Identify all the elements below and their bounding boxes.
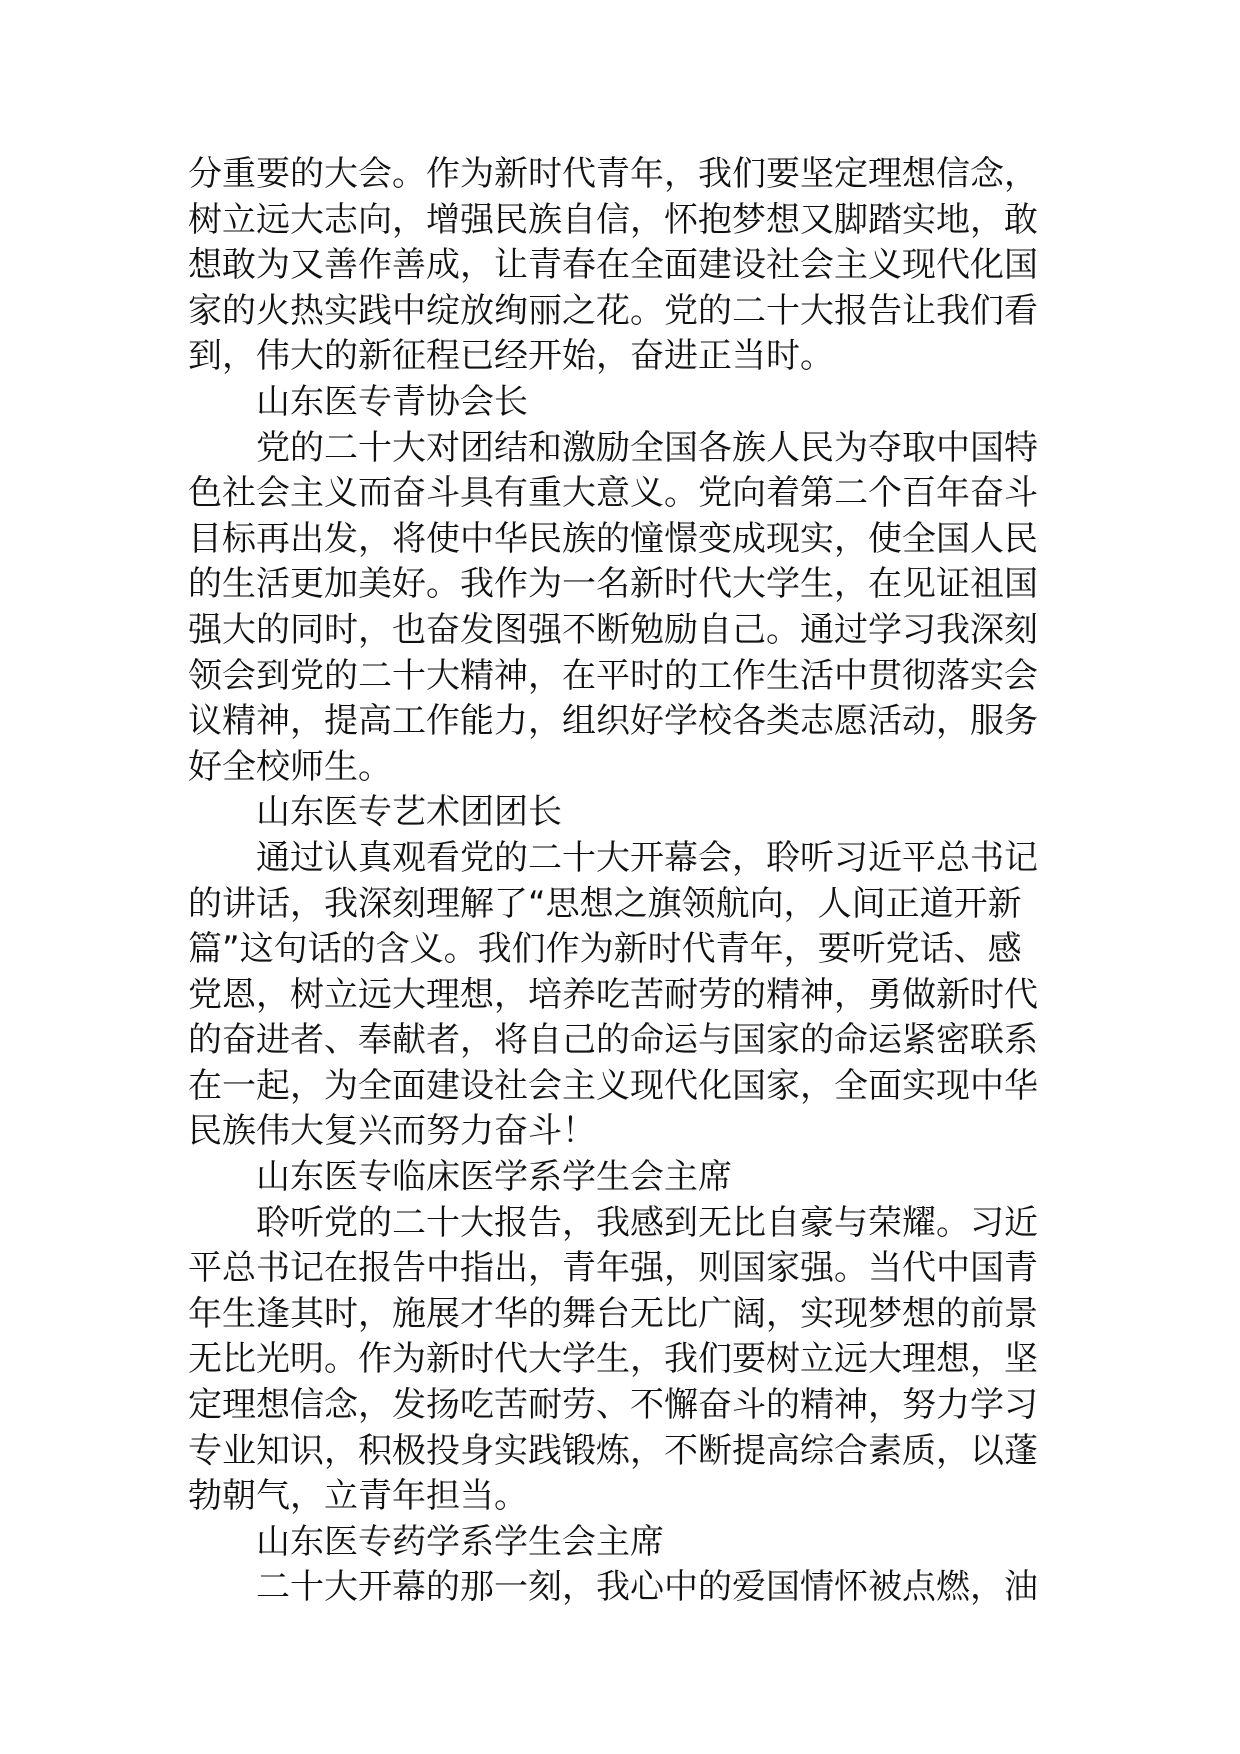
paragraph-line: 的奋进者、奉献者，将自己的命运与国家的命运紧密联系 <box>188 1020 1038 1061</box>
speaker-title-line: 山东医专临床医学系学生会主席 <box>256 1157 732 1198</box>
paragraph-line: 的讲话，我深刻理解了“思想之旗领航向，人间正道开新 <box>188 883 1022 924</box>
paragraph-line: 目标再出发，将使中华民族的憧憬变成现实，使全国人民 <box>188 518 1038 559</box>
paragraph-line: 到，伟大的新征程已经开始，奋进正当时。 <box>188 336 834 377</box>
paragraph-line: 二十大开幕的那一刻，我心中的爱国情怀被点燃，油 <box>256 1567 1038 1608</box>
paragraph-line: 民族伟大复兴而努力奋斗！ <box>188 1111 596 1152</box>
speaker-title-line: 山东医专药学系学生会主席 <box>256 1521 664 1562</box>
paragraph-line: 通过认真观看党的二十大开幕会，聆听习近平总书记 <box>256 837 1038 878</box>
paragraph-line: 年生逢其时，施展才华的舞台无比广阔，实现梦想的前景 <box>188 1293 1038 1334</box>
paragraph-line: 的生活更加美好。我作为一名新时代大学生，在见证祖国 <box>188 564 1038 605</box>
paragraph-line: 家的火热实践中绽放绚丽之花。党的二十大报告让我们看 <box>188 290 1038 331</box>
paragraph-line: 定理想信念，发扬吃苦耐劳、不懈奋斗的精神，努力学习 <box>188 1385 1038 1426</box>
paragraph-line: 勃朝气，立青年担当。 <box>188 1476 528 1517</box>
paragraph-line: 无比光明。作为新时代大学生，我们要树立远大理想，坚 <box>188 1339 1038 1380</box>
paragraph-line: 党恩，树立远大理想，培养吃苦耐劳的精神，勇做新时代 <box>188 974 1038 1015</box>
speaker-title-line: 山东医专艺术团团长 <box>256 792 562 833</box>
paragraph-line: 聆听党的二十大报告，我感到无比自豪与荣耀。习近 <box>256 1202 1038 1243</box>
paragraph-line: 篇”这句话的含义。我们作为新时代青年，要听党话、感 <box>188 929 1022 970</box>
paragraph-line: 领会到党的二十大精神，在平时的工作生活中贯彻落实会 <box>188 655 1038 696</box>
paragraph-line: 在一起，为全面建设社会主义现代化国家，全面实现中华 <box>188 1065 1038 1106</box>
paragraph-line: 色社会主义而奋斗具有重大意义。党向着第二个百年奋斗 <box>188 473 1038 514</box>
paragraph-line: 树立远大志向，增强民族自信，怀抱梦想又脚踏实地，敢 <box>188 199 1038 240</box>
paragraph-line: 强大的同时，也奋发图强不断勉励自己。通过学习我深刻 <box>188 609 1038 650</box>
paragraph-line: 想敢为又善作善成，让青春在全面建设社会主义现代化国 <box>188 245 1038 286</box>
paragraph-line: 党的二十大对团结和激励全国各族人民为夺取中国特 <box>256 427 1038 468</box>
paragraph-line: 平总书记在报告中指出，青年强，则国家强。当代中国青 <box>188 1248 1038 1289</box>
speaker-title-line: 山东医专青协会长 <box>256 381 528 422</box>
paragraph-line: 专业知识，积极投身实践锻炼，不断提高综合素质，以蓬 <box>188 1430 1038 1471</box>
document-body <box>188 152 1060 1611</box>
paragraph-line: 分重要的大会。作为新时代青年，我们要坚定理想信念， <box>188 154 1038 194</box>
paragraph-line: 议精神，提高工作能力，组织好学校各类志愿活动，服务 <box>188 701 1038 742</box>
paragraph-line: 好全校师生。 <box>188 746 392 787</box>
